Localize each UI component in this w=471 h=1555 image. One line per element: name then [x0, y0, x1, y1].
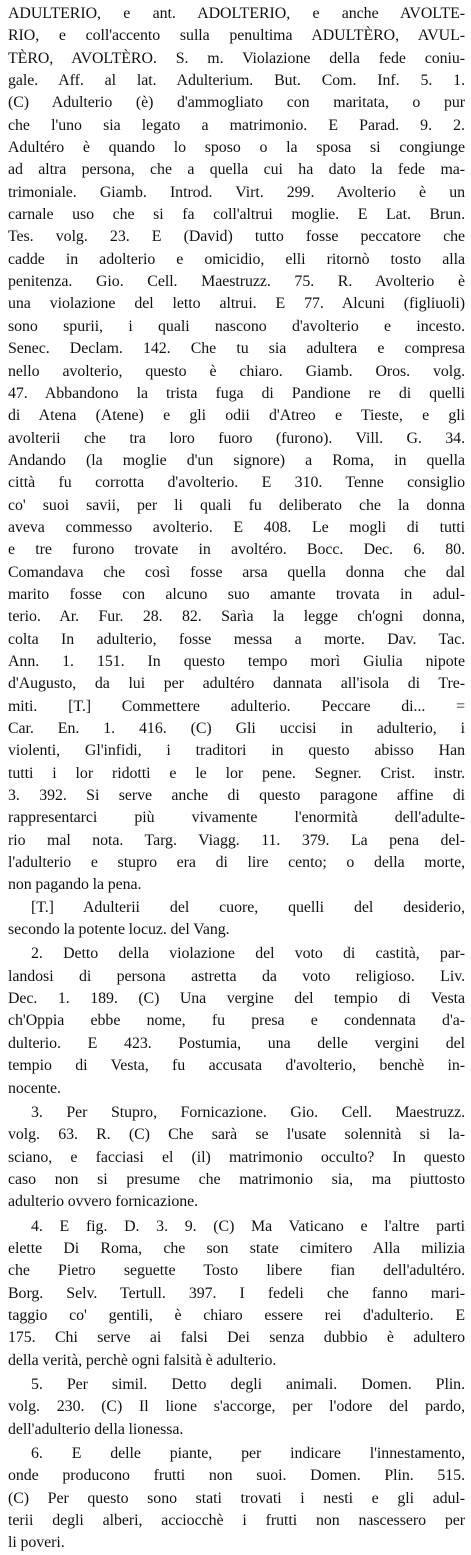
entry-sense-6	[8, 1443, 465, 1555]
text-line: penitenza. Gio. Cell. Maestruzz. 75. R. Avolterio è	[8, 273, 465, 291]
text-line: dell'adulterio della lionessa.	[8, 1420, 184, 1438]
text-line: RIO, e coll'accento sulla penultima ADULTÈRO, AVUL-	[8, 27, 465, 45]
text-line: Adultéro è quando lo sposo o la sposa si congiunge	[8, 139, 465, 157]
text-line: 3. 392. Si serve anche di questo paragone affine di	[8, 787, 465, 805]
text-line: gale. Aff. al lat. Adulterium. But. Com. Inf. 5. 1.	[8, 72, 465, 90]
text-line: carnale uso che si fa coll'altrui moglie. E Lat. Brun.	[8, 206, 465, 224]
text-line: elette Di Roma, che son state cimitero Alla milizia	[8, 1239, 465, 1257]
text-line: terii degli alberi, acciocchè i frutti non nascessero per	[8, 1512, 465, 1530]
text-line: della verità, perchè ogni falsità è adulterio.	[8, 1351, 277, 1369]
text-line: aveva commesso avolterio. E 408. Le mogli di tutti	[8, 518, 465, 536]
text-line: rappresentarci più vivamente l'enormità dell'adulte-	[8, 809, 465, 827]
text-line: landosi di persona astretta da voto religioso. Liv.	[8, 967, 465, 985]
text-line: [T.] Adulterii del cuore, quelli del desiderio,	[31, 898, 465, 916]
text-line: cadde in adolterio e omicidio, elli ritornò tosto alla	[8, 250, 465, 268]
text-line: 175. Chi serve ai falsi Dei senza dubbio è adultero	[8, 1329, 465, 1347]
text-line: dulterio. E 423. Postumia, una delle vergini del	[8, 1034, 465, 1052]
text-line: caso non si presume che matrimonio sia, ma piuttosto	[8, 1170, 465, 1188]
entry-sense-4	[8, 1216, 465, 1372]
text-line: Borg. Selv. Tertull. 397. I fedeli che fanno mari-	[8, 1284, 465, 1302]
text-line: Comandava che così fosse arsa quella donna che dal	[8, 563, 465, 581]
text-line: miti. [T.] Commettere adulterio. Peccare di... =	[8, 697, 465, 715]
text-line: sciano, e facciasi el (il) matrimonio occulto? In questo	[8, 1148, 465, 1166]
text-line: volg. 63. R. (C) Che sarà se l'usate solennità si la-	[8, 1126, 465, 1144]
text-line: (C) Per questo sono stati trovati i nesti e gli adul-	[8, 1489, 465, 1507]
text-line: Ann. 1. 151. In questo tempo morì Giulia nipote	[8, 652, 465, 670]
text-line: sono spurii, i quali nascono d'avolterio e incesto.	[8, 317, 465, 335]
text-line: onde producono frutti non suoi. Domen. Plin. 515.	[8, 1467, 465, 1485]
text-line: ad altra persona, che a quella cui ha dato la fede ma-	[8, 161, 465, 179]
text-line: rio mal nota. Targ. Viagg. 11. 379. La pena del-	[8, 831, 465, 849]
text-line: colta In adulterio, fosse messa a morte. Dav. Tac.	[8, 630, 465, 648]
text-line: nello avolterio, questo è chiaro. Giamb. Oros. volg.	[8, 362, 465, 380]
text-line: tempio di Vesta, fu accusata d'avolterio, benchè in-	[8, 1057, 465, 1075]
text-line: 47. Abbandono la trista fuga di Pandione re di quelli	[8, 384, 465, 402]
text-line: violenti, Gl'infidi, i traditori in questo abisso Han	[8, 742, 465, 760]
text-line: taggio co' gentili, è chiaro essere rei d'adulterio. E	[8, 1306, 465, 1324]
text-line: li poveri.	[8, 1534, 65, 1552]
entry-adulterio	[8, 3, 465, 1555]
text-line: non pagando la pena.	[8, 876, 142, 894]
entry-sense-2	[8, 943, 465, 1099]
text-line: Car. En. 1. 416. (C) Gli uccisi in adulterio, i	[8, 720, 465, 737]
text-line: 2. Detto della violazione del voto di castità, par-	[31, 945, 465, 963]
text-line: tutti i lor ridotti e le lor pene. Segner. Crist. instr.	[8, 764, 465, 782]
entry-paragraph-figurative-heart	[8, 897, 465, 942]
text-line: 5. Per simil. Detto degli animali. Domen. Plin.	[31, 1375, 465, 1393]
text-line: secondo la potente locuz. del Vang.	[8, 921, 230, 939]
text-line: (C) Adulterio (è) d'ammogliato con maritata, o pur	[8, 94, 465, 112]
text-line: l'adulterio e stupro era di lire cento; o della morte,	[8, 854, 465, 872]
text-line: nocente.	[8, 1079, 61, 1097]
text-line: Andando (la moglie d'un signore) a Roma, in quella	[8, 451, 465, 469]
text-line: terio. Ar. Fur. 28. 82. Sarìa la legge ch'ogni donna,	[8, 608, 465, 626]
text-line: che Pietro seguette Tosto libere fian dell'adultéro.	[8, 1262, 465, 1280]
text-line: d'Augusto, da lui per adultéro dannata all'isola di Tre-	[8, 675, 465, 693]
text-line: una violazione del letto altrui. E 77. Alcuni (figliuoli)	[8, 295, 465, 313]
text-line: 4. E fig. D. 3. 9. (C) Ma Vaticano e l'altre parti	[31, 1217, 465, 1235]
text-line: ch'Oppia ebbe nome, fu presa e condennata d'a-	[8, 1012, 465, 1030]
text-line: Tes. volg. 23. E (David) tutto fosse peccatore che	[8, 228, 465, 246]
text-line: 6. E delle piante, per indicare l'innestamento,	[31, 1445, 465, 1462]
text-line: volg. 230. (C) Il lione s'accorge, per l'odore del pardo,	[8, 1398, 465, 1416]
text-line: città fu corrotta d'avolterio. E 310. Tenne consiglio	[8, 474, 465, 492]
text-line: di Atena (Atene) e gli odii d'Atreo e Tieste, e gli	[8, 407, 465, 425]
text-line: Senec. Declam. 142. Che tu sia adultera e compresa	[8, 340, 465, 358]
text-line: 3. Per Stupro, Fornicazione. Gio. Cell. Maestruzz.	[31, 1103, 465, 1121]
text-line: che l'uno sia legato a matrimonio. E Parad. 9. 2.	[8, 116, 465, 134]
text-line: avolterii che tra loro fuoro (furono). Vill. G. 34.	[8, 429, 465, 447]
text-line: ADULTERIO, e ant. ADOLTERIO, e anche AVOLTE-	[8, 5, 465, 22]
text-line: adulterio ovvero fornicazione.	[8, 1193, 199, 1211]
text-line: marito fosse con alcuno suo amante trovata in adul-	[8, 585, 465, 603]
text-line: Dec. 1. 189. (C) Una vergine del tempio di Vesta	[8, 990, 465, 1008]
entry-sense-3	[8, 1102, 465, 1214]
entry-paragraph-main	[8, 3, 465, 897]
text-line: e tre furono trovate in avoltéro. Bocc. Dec. 6. 80.	[8, 541, 465, 559]
text-line: TÈRO, AVOLTÈRO. S. m. Violazione della fede coniu-	[8, 49, 465, 67]
text-line: co' suoi savii, per li quali fu deliberato che la donna	[8, 496, 465, 514]
text-line: trimoniale. Giamb. Introd. Virt. 299. Avolterio è un	[8, 183, 465, 201]
entry-sense-5	[8, 1374, 465, 1441]
